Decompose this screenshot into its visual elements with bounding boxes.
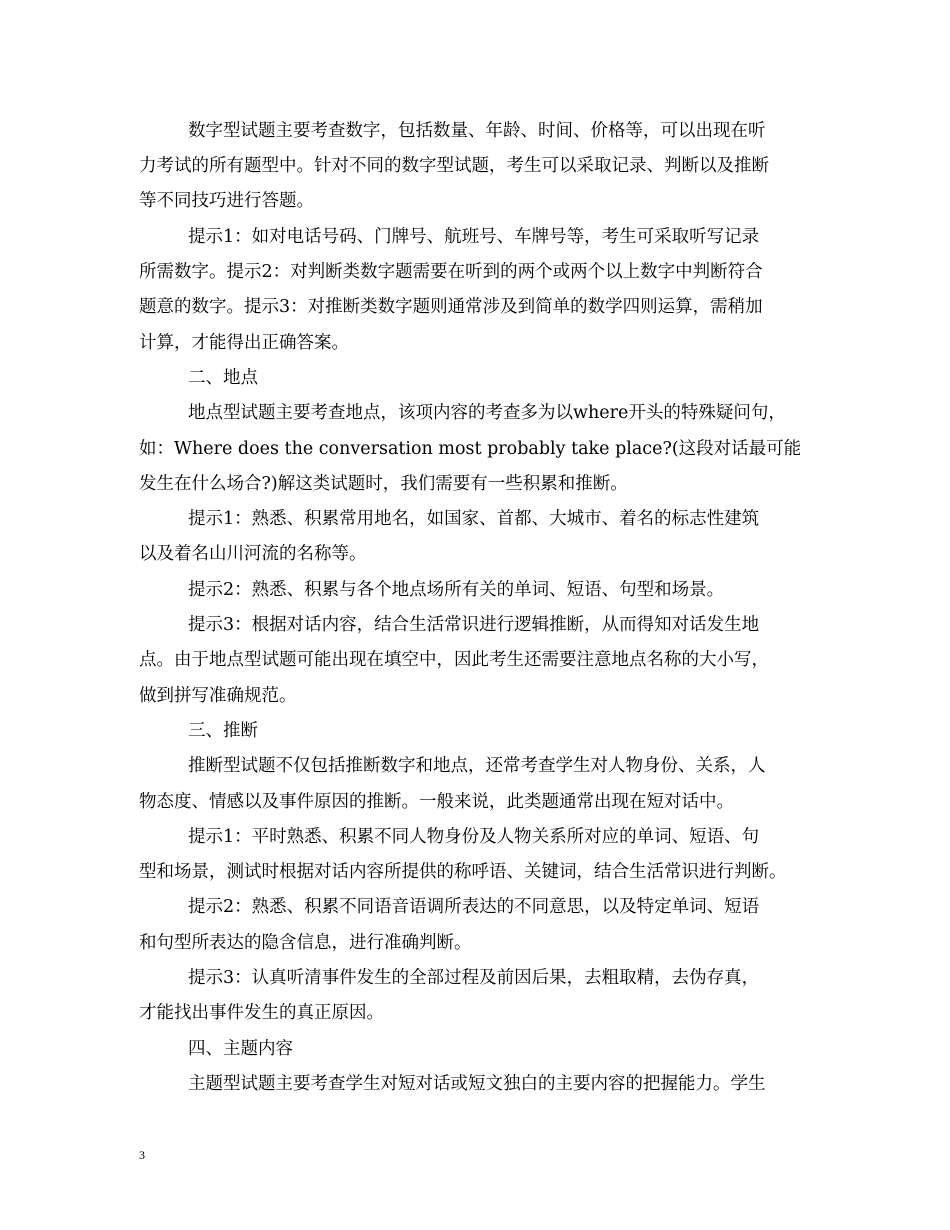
section-heading: 四、主题内容 xyxy=(188,1039,293,1059)
paragraph-line: 以及着名山川河流的名称等。 xyxy=(139,544,367,564)
paragraph-line: 力考试的所有题型中。针对不同的数字型试题，考生可以采取记录、判断以及推断 xyxy=(139,156,769,176)
paragraph-line: 发生在什么场合?)解这类试题时，我们需要有一些积累和推断。 xyxy=(139,474,628,494)
paragraph-line: 型和场景，测试时根据对话内容所提供的称呼语、关键词，结合生活常识进行判断。 xyxy=(139,862,787,882)
paragraph-line: 所需数字。提示2：对判断类数字题需要在听到的两个或两个以上数字中判断符合 xyxy=(139,262,763,282)
paragraph-line: 做到拼写准确规范。 xyxy=(139,686,297,706)
paragraph-line: 计算，才能得出正确答案。 xyxy=(139,333,349,353)
section-heading: 二、地点 xyxy=(188,368,258,388)
paragraph-line: 地点型试题主要考查地点，该项内容的考查多为以where开头的特殊疑问句， xyxy=(188,403,786,423)
paragraph-line: 等不同技巧进行答题。 xyxy=(139,191,314,211)
paragraph-line: 点。由于地点型试题可能出现在填空中，因此考生还需要注意地点名称的大小写， xyxy=(139,650,769,670)
paragraph-line: 提示3：根据对话内容，结合生活常识进行逻辑推断，从而得知对话发生地 xyxy=(188,615,760,635)
paragraph-line: 提示2：熟悉、积累不同语音语调所表达的不同意思，以及特定单词、短语 xyxy=(188,897,760,917)
paragraph-line: 和句型所表达的隐含信息，进行准确判断。 xyxy=(139,933,472,953)
paragraph-line: 如：Where does the conversation most probably take place?(这段对话最可能 xyxy=(139,439,802,459)
page-number: 3 xyxy=(139,1148,145,1162)
paragraph-line: 主题型试题主要考查学生对短对话或短文独白的主要内容的把握能力。学生 xyxy=(188,1074,766,1094)
paragraph-line: 提示1：熟悉、积累常用地名，如国家、首都、大城市、着名的标志性建筑 xyxy=(188,509,760,529)
paragraph-line: 物态度、情感以及事件原因的推断。一般来说，此类题通常出现在短对话中。 xyxy=(139,792,734,812)
paragraph-line: 推断型试题不仅包括推断数字和地点，还常考查学生对人物身份、关系，人 xyxy=(188,756,766,776)
paragraph-line: 提示3：认真听清事件发生的全部过程及前因后果，去粗取精，去伪存真， xyxy=(188,968,760,988)
section-heading: 三、推断 xyxy=(188,721,258,741)
paragraph-line: 提示1：如对电话号码、门牌号、航班号、车牌号等，考生可采取听写记录 xyxy=(188,227,760,247)
paragraph-line: 题意的数字。提示3：对推断类数字题则通常涉及到简单的数学四则运算，需稍加 xyxy=(139,297,763,317)
paragraph-line: 才能找出事件发生的真正原因。 xyxy=(139,1003,384,1023)
paragraph-line: 数字型试题主要考查数字，包括数量、年龄、时间、价格等，可以出现在听 xyxy=(188,121,766,141)
paragraph-line: 提示1：平时熟悉、积累不同人物身份及人物关系所对应的单词、短语、句 xyxy=(188,827,760,847)
paragraph-line: 提示2：熟悉、积累与各个地点场所有关的单词、短语、句型和场景。 xyxy=(188,580,725,600)
